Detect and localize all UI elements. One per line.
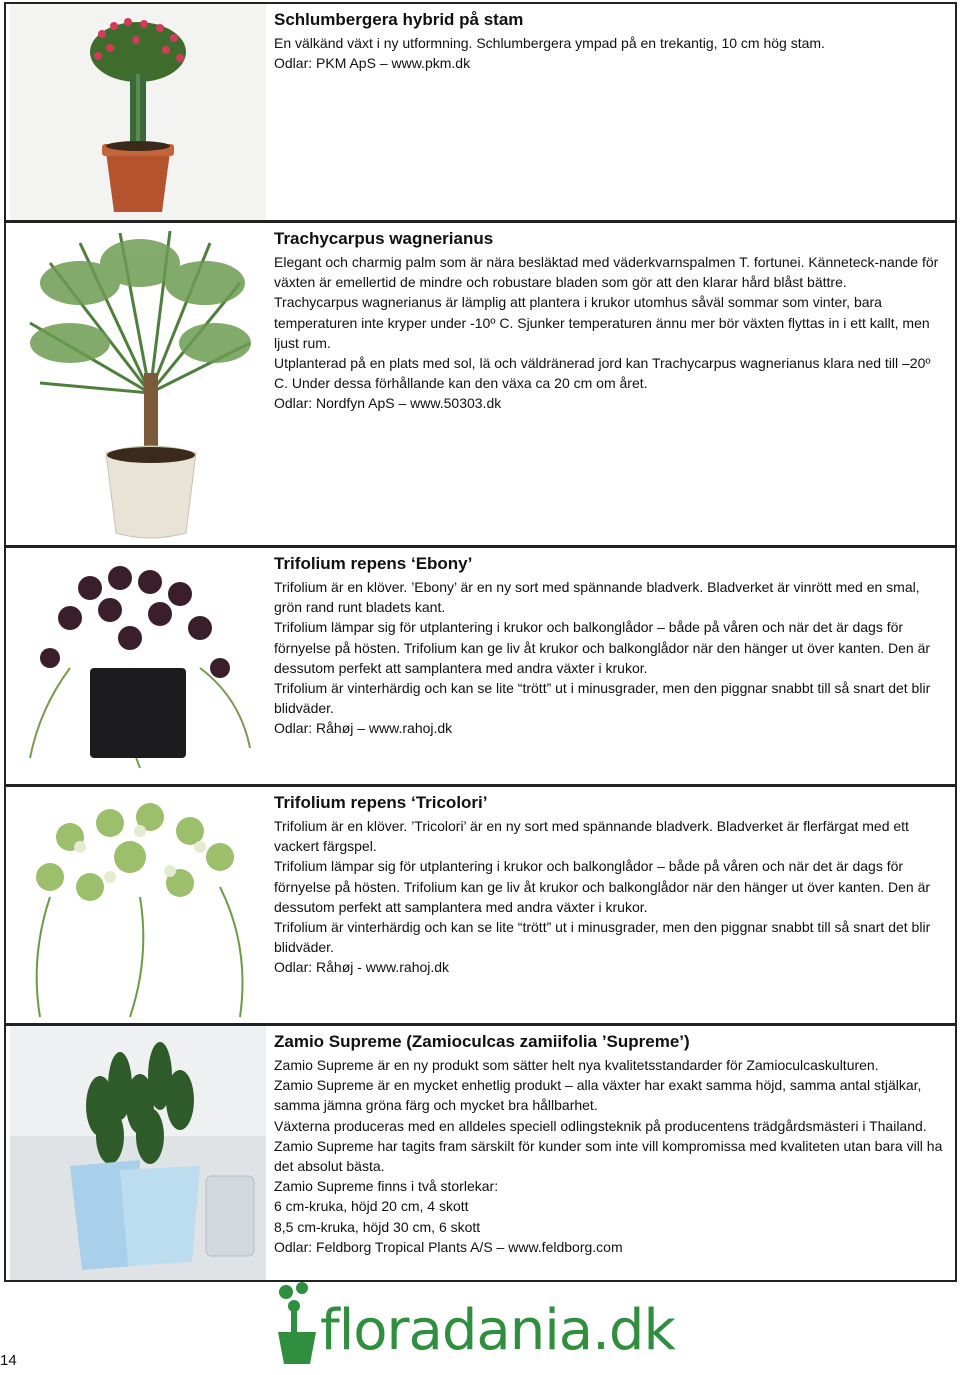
plant-description: En välkänd växt i ny utformning. Schlumbergera ympad på en trekantig, 10 cm hög stam. bbox=[274, 35, 825, 51]
entry-trachycarpus bbox=[4, 221, 957, 547]
plant-title: Trifolium repens ‘Ebony’ bbox=[274, 554, 473, 573]
grower-info: Odlar: Nordfyn ApS – www.50303.dk bbox=[274, 395, 502, 412]
plant-description: Växterna produceras med en alldeles speciell odlingsteknik på producentens trädgårdsmästeri i Thailand. bbox=[274, 1117, 927, 1134]
plant-description: Trifolium lämpar sig för utplantering i krukor och balkonglådor – både på våren och när det är dags för förnyelse på hösten. Trifolium kan ge liv åt krukor och balkonglådor när den hänger ut över kanten. Den är dessutom perfekt att samplantera med andra växter i krukor. bbox=[274, 858, 931, 915]
plant-description: Zamio Supreme har tagits fram särskilt för kunder som inte vill kompromissa med kvaliteten utan bara vill ha det absolut bästa. bbox=[274, 1137, 943, 1175]
plant-title: Schlumbergera hybrid på stam bbox=[274, 10, 524, 29]
plant-title: Trachycarpus wagnerianus bbox=[274, 229, 494, 248]
plant-photo-trachycarpus bbox=[10, 223, 266, 545]
entry-zamio-supreme bbox=[4, 1024, 957, 1282]
entry-trifolium-ebony bbox=[4, 546, 957, 786]
grower-info: Odlar: Råhøj - www.rahoj.dk bbox=[274, 959, 450, 976]
plant-description: Zamio Supreme är en mycket enhetlig produkt – alla växter har exakt samma höjd, samma antal stjälkar, samma jämna gröna färg och mycket bra hållbarhet. bbox=[274, 1077, 922, 1114]
plant-photo-schlumbergera bbox=[10, 4, 266, 220]
logo-text: floradania.dk bbox=[320, 1298, 675, 1363]
grower-info: Odlar: Feldborg Tropical Plants A/S – www.feldborg.com bbox=[274, 1238, 623, 1255]
floradania-logo[interactable] bbox=[272, 1280, 675, 1372]
plant-description: Elegant och charmig palm som är nära besläktad med väderkvarnspalmen T. fortunei. Känneteck-nande för växten är emellertid de mindre och robustare bladen som gör att den klarar hård blåst bättre. bbox=[274, 254, 939, 291]
page-number: 14 bbox=[0, 1352, 17, 1369]
plant-description: Trifolium är en klöver. ’Ebony’ är en ny sort med spännande bladverk. Bladverket är vinrött med en smal, grön rand runt bladets kant. bbox=[274, 579, 920, 616]
size-option: 6 cm-kruka, höjd 20 cm, 4 skott bbox=[274, 1198, 469, 1215]
entry-schlumbergera bbox=[4, 2, 957, 222]
grower-info: Odlar: PKM ApS – www.pkm.dk bbox=[274, 55, 471, 72]
plant-description: Trachycarpus wagnerianus är lämplig att plantera i krukor utomhus såväl sommar som vinter, bara temperaturen inte kryper under -10º C. Sjunker temperaturen ännu mer bör växten flyttas in i ett kallt, men ljust rum. bbox=[274, 294, 930, 351]
size-option: 8,5 cm-kruka, höjd 30 cm, 6 skott bbox=[274, 1218, 481, 1235]
plant-description: Zamio Supreme finns i två storlekar: bbox=[274, 1178, 499, 1195]
plant-photo-trifolium-tricolori bbox=[10, 787, 266, 1023]
flowerpot-icon bbox=[272, 1280, 322, 1370]
plant-description: Utplanterad på en plats med sol, lä och väldränerad jord kan Trachycarpus wagnerianus klara ned till –20º C. Under dessa förhållande kan den växa ca 20 cm om året. bbox=[274, 355, 931, 392]
plant-description: Zamio Supreme är en ny produkt som sätter helt nya kvalitetsstandarder för Zamioculcaskulturen. bbox=[274, 1057, 879, 1073]
plant-photo-trifolium-ebony bbox=[10, 548, 266, 784]
plant-description: Trifolium är vinterhärdig och kan se lite “trött” ut i minusgrader, men den piggnar snabbt till så snart det blir blidväder. bbox=[274, 919, 931, 956]
plant-description: Trifolium är vinterhärdig och kan se lite “trött” ut i minusgrader, men den piggnar snabbt till så snart det blir blidväder. bbox=[274, 680, 931, 717]
plant-photo-zamio-supreme bbox=[10, 1026, 266, 1280]
plant-title: Trifolium repens ‘Tricolori’ bbox=[274, 793, 488, 812]
plant-description: Trifolium lämpar sig för utplantering i krukor och balkonglådor – både på våren och när det är dags för förnyelse på hösten. Trifolium kan ge liv åt krukor och balkonglådor när den hänger ut över kanten. Den är dessutom perfekt att samplantera med andra växter i krukor. bbox=[274, 619, 931, 676]
entry-trifolium-tricolori bbox=[4, 785, 957, 1025]
plant-description: Trifolium är en klöver. ’Tricolori’ är en ny sort med spännande bladverk. Bladverket är flerfärgat med ett vackert färgspel. bbox=[274, 818, 909, 855]
plant-title: Zamio Supreme (Zamioculcas zamiifolia ’Supreme’) bbox=[274, 1032, 690, 1051]
grower-info: Odlar: Råhøj – www.rahoj.dk bbox=[274, 720, 453, 737]
